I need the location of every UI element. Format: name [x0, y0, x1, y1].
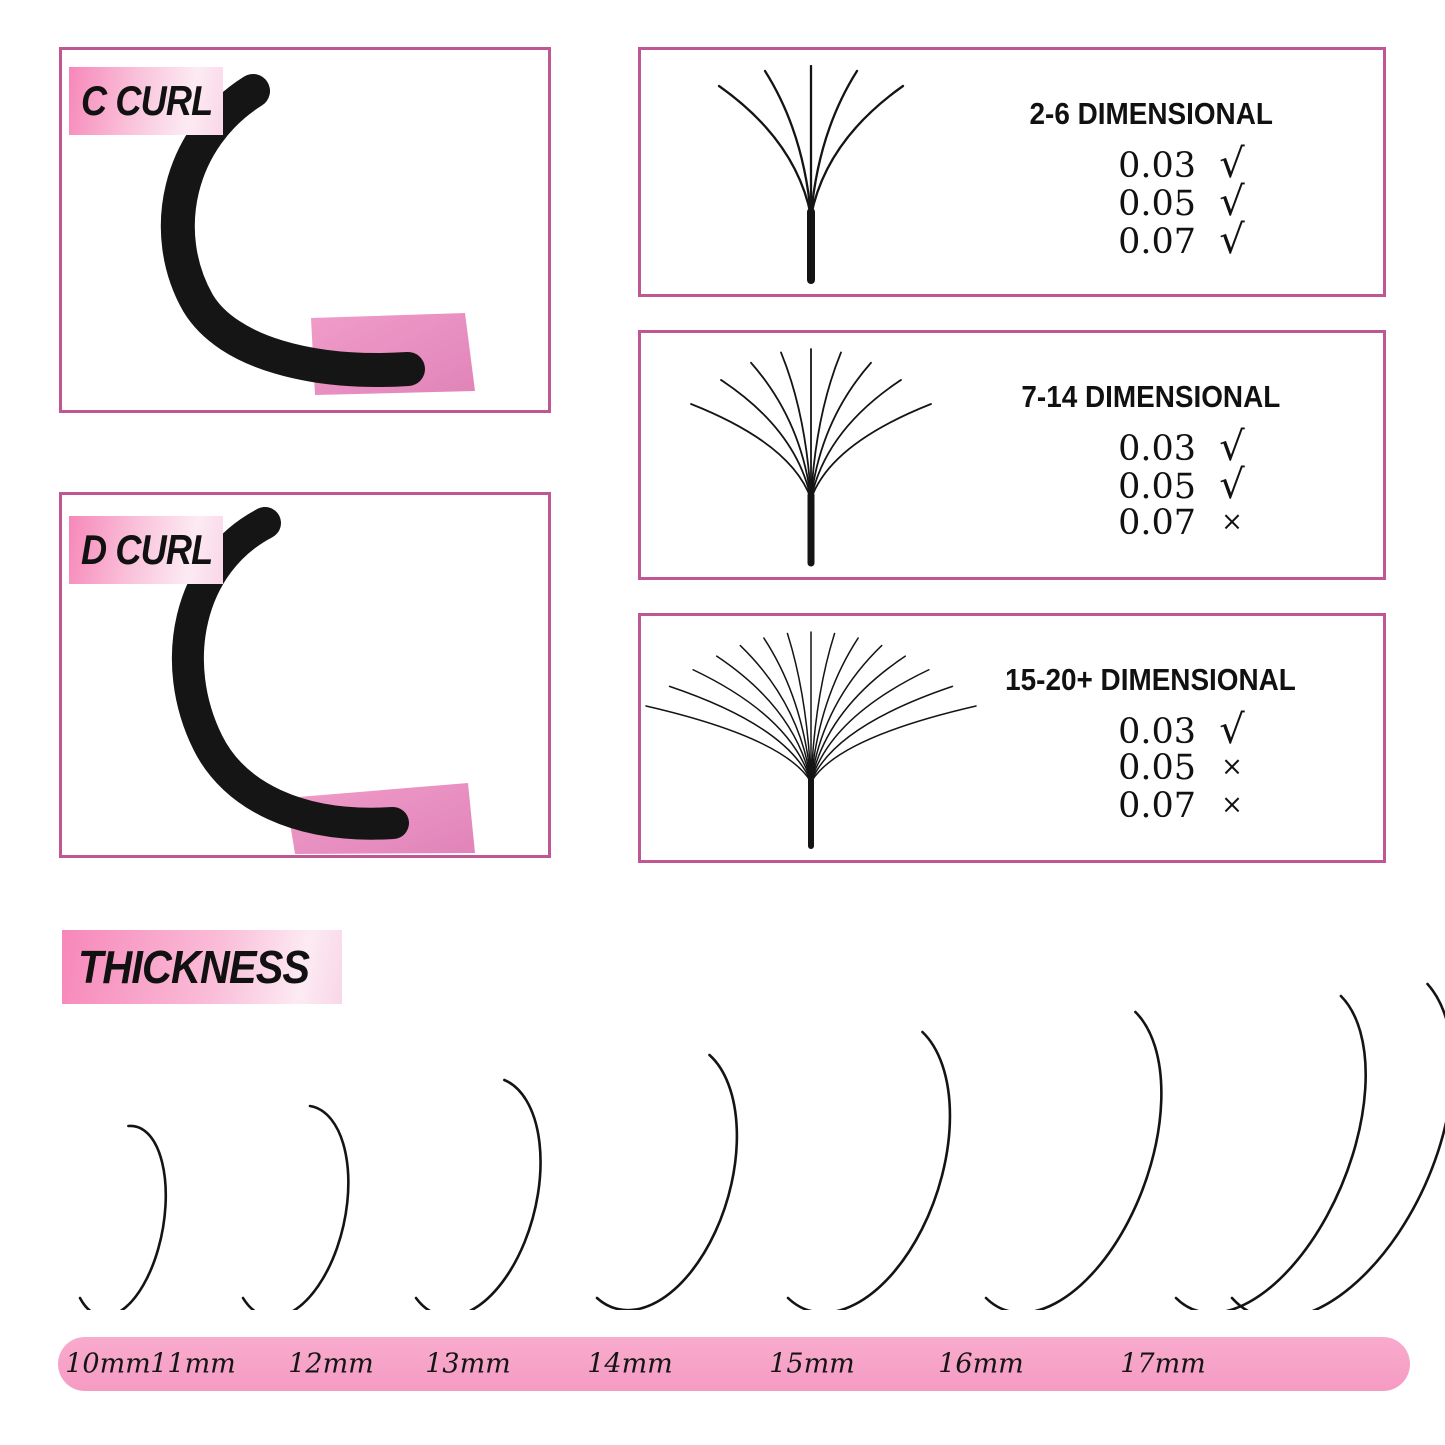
- dimensional-title: [941, 662, 1361, 698]
- dimensional-box-2-6: [638, 47, 1386, 297]
- thickness-value: 0.05: [1118, 748, 1196, 788]
- dimensional-title-text: 7-14 DIMENSIONAL: [1021, 379, 1281, 414]
- c-curl-label: [69, 67, 223, 135]
- thickness-value: 0.03: [1118, 429, 1196, 469]
- dimensional-title: [941, 96, 1361, 132]
- row-mark: √: [1219, 424, 1245, 470]
- c-curl-box: [59, 47, 551, 413]
- dimensional-title: [941, 379, 1361, 415]
- row-mark: √: [1219, 462, 1245, 508]
- d-curl-label-text: D CURL: [81, 526, 213, 573]
- option-row: [1096, 504, 1254, 542]
- c-curl-label-text: C CURL: [81, 77, 213, 124]
- dimensional-title-text: 15-20+ DIMENSIONAL: [1005, 662, 1297, 697]
- dimensional-title-text: 2-6 DIMENSIONAL: [1029, 96, 1273, 131]
- row-mark: √: [1219, 141, 1245, 187]
- fan-image-7-14: [641, 341, 981, 581]
- option-row: [1096, 462, 1254, 508]
- thickness-value: 0.03: [1118, 712, 1196, 752]
- d-curl-label: [69, 516, 223, 584]
- dimensional-box-7-14: [638, 330, 1386, 580]
- size-label-11mm: 11mm: [150, 1348, 236, 1380]
- thickness-lashes-image: [40, 980, 1445, 1310]
- thickness-title-text: THICKNESS: [78, 941, 310, 993]
- size-label-14mm: 14mm: [587, 1348, 673, 1380]
- thickness-value: 0.07: [1118, 222, 1196, 262]
- option-row: [1096, 749, 1254, 787]
- row-mark: ×: [1221, 507, 1243, 537]
- row-mark: √: [1219, 707, 1245, 753]
- row-mark: ×: [1221, 790, 1243, 820]
- size-label-15mm: 15mm: [769, 1348, 855, 1380]
- size-label-12mm: 12mm: [288, 1348, 374, 1380]
- dimensional-box-15-20: [638, 613, 1386, 863]
- option-row: [1096, 179, 1254, 225]
- fan-image-15-20: [641, 624, 981, 864]
- thickness-value: 0.07: [1118, 786, 1196, 826]
- thickness-options: [1096, 707, 1254, 826]
- thickness-value: 0.05: [1118, 184, 1196, 224]
- size-label-17mm: 17mm: [1120, 1348, 1206, 1380]
- option-row: [1096, 424, 1254, 470]
- option-row: [1096, 787, 1254, 825]
- thickness-options: [1096, 424, 1254, 543]
- thickness-value: 0.03: [1118, 146, 1196, 186]
- row-mark: √: [1219, 179, 1245, 225]
- d-curl-box: [59, 492, 551, 858]
- option-row: [1096, 707, 1254, 753]
- option-row: [1096, 141, 1254, 187]
- row-mark: ×: [1221, 752, 1243, 782]
- thickness-value: 0.07: [1118, 503, 1196, 543]
- size-label-16mm: 16mm: [938, 1348, 1024, 1380]
- size-label-10mm: 10mm: [65, 1348, 151, 1380]
- row-mark: √: [1219, 217, 1245, 263]
- option-row: [1096, 217, 1254, 263]
- thickness-value: 0.05: [1118, 467, 1196, 507]
- size-bar: [58, 1337, 1410, 1391]
- size-label-13mm: 13mm: [425, 1348, 511, 1380]
- fan-image-2-6: [641, 58, 981, 298]
- thickness-options: [1096, 141, 1254, 263]
